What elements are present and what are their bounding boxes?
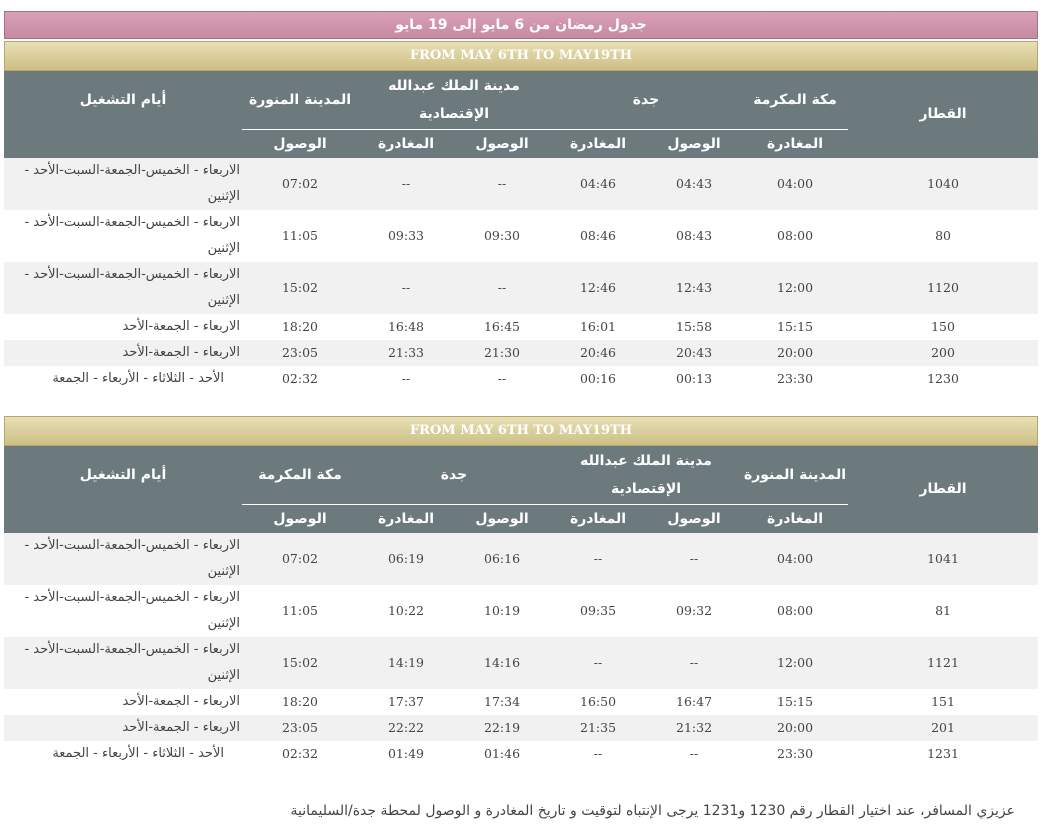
time-cell: 08:46 (579, 228, 617, 243)
subheader-departure: المغادرة (550, 129, 646, 158)
header-train: القطار (848, 71, 1038, 158)
time-cell: 00:13 (676, 371, 713, 386)
subheader-departure: المغادرة (358, 129, 454, 158)
time-cell: -- (454, 158, 550, 210)
time-cell: 23:05 (242, 340, 358, 366)
time-cell: 06:16 (454, 533, 550, 585)
time-cell: 12:00 (742, 262, 848, 314)
time-cell: 20:00 (742, 340, 848, 366)
header-station-makkah: مكة المكرمة (242, 446, 358, 504)
time-cell: 17:37 (387, 694, 425, 709)
time-cell: 09:33 (387, 228, 425, 243)
time-cell: 08:43 (676, 228, 713, 243)
subheader-blank (4, 129, 242, 158)
header-train: القطار (848, 446, 1038, 533)
time-cell: 09:32 (676, 603, 713, 618)
traveler-note: عزيزي المسافر، عند اختيار القطار رقم 1230 و1231 يرجى الإنتباه لتوقيت و تاريخ المغادرة و الوصول لمحطة جدة/السليمانية (290, 803, 1015, 819)
train-number: 1120 (848, 262, 1038, 314)
table-row (4, 210, 1038, 262)
time-cell: -- (646, 533, 742, 585)
time-cell: 21:33 (358, 340, 454, 366)
operating-days: الاربعاء - الخميس-الجمعة-السبت-الأحد - الإثنين (4, 533, 242, 585)
subheader-arrival: الوصول (646, 504, 742, 533)
time-cell: -- (550, 533, 646, 585)
train-number: 1230 (927, 371, 959, 386)
train-number: 1121 (848, 637, 1038, 689)
train-number: 1231 (927, 746, 959, 761)
header-station-madinah: المدينة المنورة (242, 71, 358, 129)
train-number: 1040 (848, 158, 1038, 210)
time-cell: 16:45 (483, 319, 521, 334)
subheader-arrival: الوصول (646, 129, 742, 158)
time-cell: 20:00 (742, 715, 848, 741)
time-cell: 14:19 (358, 637, 454, 689)
time-cell: 12:43 (646, 262, 742, 314)
time-cell: -- (454, 262, 550, 314)
time-cell: 12:00 (742, 637, 848, 689)
time-cell: 04:46 (550, 158, 646, 210)
subheader-departure: المغادرة (550, 504, 646, 533)
time-cell: 20:46 (550, 340, 646, 366)
header-station-jeddah: جدة (358, 446, 550, 504)
time-cell: 16:01 (579, 319, 617, 334)
table-row (4, 715, 1038, 741)
train-number: 150 (931, 319, 955, 334)
time-cell: -- (358, 262, 454, 314)
subheader-departure: المغادرة (742, 504, 848, 533)
time-cell: 02:32 (281, 371, 319, 386)
time-cell: -- (593, 746, 603, 761)
time-cell: 04:00 (742, 158, 848, 210)
time-cell: 17:34 (484, 694, 521, 709)
operating-days: الاربعاء - الجمعة-الأحد (4, 340, 242, 366)
time-cell: 18:20 (281, 694, 319, 709)
time-cell: 12:46 (550, 262, 646, 314)
header-operating-days: أيام التشغيل (4, 71, 242, 129)
time-cell: 08:00 (777, 228, 814, 243)
operating-days: الأحد - الثلاثاء - الأربعاء - الجمعة (52, 745, 224, 761)
time-cell: 07:02 (242, 533, 358, 585)
time-cell: 16:48 (387, 319, 425, 334)
header-station-makkah: مكة المكرمة (742, 71, 848, 129)
train-number: 200 (848, 340, 1038, 366)
operating-days: الاربعاء - الخميس-الجمعة-السبت-الأحد - الإثنين (4, 637, 242, 689)
time-cell: 01:46 (484, 746, 521, 761)
time-cell: 23:05 (242, 715, 358, 741)
time-cell: -- (401, 371, 411, 386)
time-cell: -- (358, 158, 454, 210)
header-station-madinah: المدينة المنورة (742, 446, 848, 504)
header-station-kaec: مدينة الملك عبدالله الإقتصادية (358, 71, 550, 129)
time-cell: 10:19 (484, 603, 521, 618)
timetable-southbound (4, 446, 1038, 767)
date-range-banner: FROM MAY 6TH TO MAY19TH (4, 416, 1038, 446)
time-cell: 15:02 (242, 637, 358, 689)
timetable-northbound (4, 71, 1038, 392)
operating-days: الأحد - الثلاثاء - الأربعاء - الجمعة (52, 370, 224, 386)
table-row (4, 741, 1038, 767)
time-cell: 20:43 (646, 340, 742, 366)
time-cell: 10:22 (387, 603, 425, 618)
time-cell: 21:30 (454, 340, 550, 366)
time-cell: 15:02 (242, 262, 358, 314)
operating-days: الاربعاء - الخميس-الجمعة-السبت-الأحد - الإثنين (24, 214, 240, 256)
table-row (4, 340, 1038, 366)
train-number: 80 (935, 228, 951, 243)
time-cell: 11:05 (281, 603, 319, 618)
time-cell: 04:00 (742, 533, 848, 585)
time-cell: -- (550, 637, 646, 689)
subheader-arrival: الوصول (242, 504, 358, 533)
time-cell: -- (689, 746, 699, 761)
time-cell: 18:20 (281, 319, 319, 334)
time-cell: 22:19 (454, 715, 550, 741)
operating-days: الاربعاء - الخميس-الجمعة-السبت-الأحد - الإثنين (4, 158, 242, 210)
table-row (4, 262, 1038, 314)
schedule-title: جدول رمضان من 6 مايو إلى 19 مايو (4, 11, 1038, 39)
table-row (4, 637, 1038, 689)
time-cell: 07:02 (242, 158, 358, 210)
time-cell: 04:43 (646, 158, 742, 210)
time-cell: 02:32 (281, 746, 319, 761)
time-cell: 15:15 (777, 694, 814, 709)
time-cell: 21:35 (550, 715, 646, 741)
subheader-arrival: الوصول (454, 129, 550, 158)
operating-days: الاربعاء - الخميس-الجمعة-السبت-الأحد - الإثنين (4, 262, 242, 314)
operating-days: الاربعاء - الخميس-الجمعة-السبت-الأحد - الإثنين (24, 589, 240, 631)
time-cell: 23:30 (777, 371, 814, 386)
table-row (4, 314, 1038, 340)
time-cell: 09:30 (483, 228, 521, 243)
header-station-jeddah: جدة (550, 71, 742, 129)
header-operating-days: أيام التشغيل (4, 446, 242, 504)
time-cell: 22:22 (358, 715, 454, 741)
subheader-blank (4, 504, 242, 533)
table-row (4, 585, 1038, 637)
time-cell: 11:05 (281, 228, 319, 243)
subheader-arrival: الوصول (454, 504, 550, 533)
time-cell: 00:16 (579, 371, 617, 386)
time-cell: -- (646, 637, 742, 689)
time-cell: 15:58 (676, 319, 713, 334)
subheader-departure: المغادرة (358, 504, 454, 533)
table-row (4, 689, 1038, 715)
subheader-departure: المغادرة (742, 129, 848, 158)
train-number: 201 (848, 715, 1038, 741)
train-number: 1041 (848, 533, 1038, 585)
time-cell: 01:49 (387, 746, 425, 761)
train-number: 81 (935, 603, 951, 618)
operating-days: الاربعاء - الجمعة-الأحد (4, 715, 242, 741)
operating-days: الاربعاء - الجمعة-الأحد (122, 318, 240, 334)
time-cell: 15:15 (777, 319, 814, 334)
header-station-kaec: مدينة الملك عبدالله الإقتصادية (550, 446, 742, 504)
time-cell: -- (497, 371, 507, 386)
time-cell: 06:19 (358, 533, 454, 585)
time-cell: 21:32 (646, 715, 742, 741)
time-cell: 14:16 (454, 637, 550, 689)
time-cell: 23:30 (777, 746, 814, 761)
time-cell: 08:00 (777, 603, 814, 618)
time-cell: 16:47 (676, 694, 713, 709)
time-cell: 09:35 (580, 603, 617, 618)
table-row (4, 533, 1038, 585)
time-cell: 16:50 (580, 694, 617, 709)
train-number: 151 (931, 694, 955, 709)
subheader-arrival: الوصول (242, 129, 358, 158)
table-row (4, 158, 1038, 210)
date-range-banner: FROM MAY 6TH TO MAY19TH (4, 41, 1038, 71)
table-row (4, 366, 1038, 392)
operating-days: الاربعاء - الجمعة-الأحد (122, 693, 240, 709)
